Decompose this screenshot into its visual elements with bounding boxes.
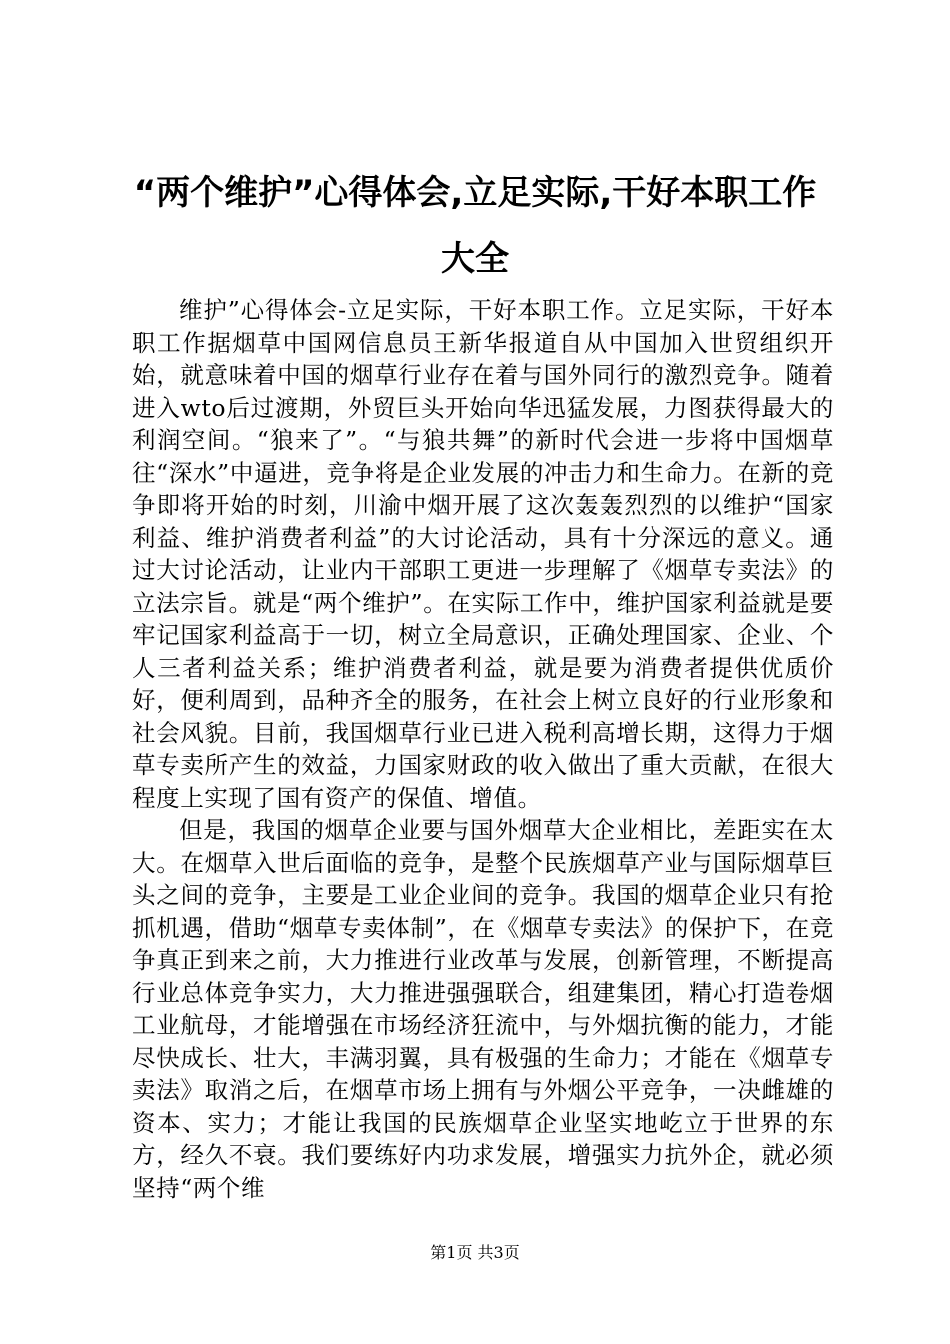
document-body (132, 294, 834, 1204)
body-paragraph-2: 但是，我国的烟草企业要与国外烟草大企业相比，差距实在太大。在烟草入世后面临的竞争，是整个民族烟草产业与国际烟草巨头之间的竞争，主要是工业企业间的竞争。我国的烟草企业只有抢抓机遇，借助“烟草专卖体制”，在《烟草专卖法》的保护下，在竞争真正到来之前，大力推进行业改革与发展，创新管理，不断提高行业总体竞争实力，大力推进强强联合，组建集团，精心打造卷烟工业航母，才能增强在市场经济狂流中，与外烟抗衡的能力，才能尽快成长、壮大，丰满羽翼，具有极强的生命力；才能在《烟草专卖法》取消之后，在烟草市场上拥有与外烟公平竞争，一决雌雄的资本、实力；才能让我国的民族烟草企业坚实地屹立于世界的东方，经久不衰。我们要练好内功求发展，增强实力抗外企，就必须坚持“两个维 (132, 816, 834, 1202)
body-paragraph-1: 维护”心得体会-立足实际，干好本职工作。立足实际，干好本职工作据烟草中国网信息员王新华报道自从中国加入世贸组织开始，就意味着中国的烟草行业存在着与国外同行的激烈竞争。随着进入wto后过渡期，外贸巨头开始向华迅猛发展，力图获得最大的利润空间。“狼来了”。“与狼共舞”的新时代会进一步将中国烟草往“深水”中逼进，竞争将是企业发展的冲击力和生命力。在新的竞争即将开始的时刻，川渝中烟开展了这次轰轰烈烈的以维护“国家利益、维护消费者利益”的大讨论活动，具有十分深远的意义。通过大讨论活动，让业内干部职工更进一步理解了《烟草专卖法》的立法宗旨。就是“两个维护”。在实际工作中，维护国家利益就是要牢记国家利益高于一切，树立全局意识，正确处理国家、企业、个人三者利益关系；维护消费者利益，就是要为消费者提供优质价好，便利周到，品种齐全的服务，在社会上树立良好的行业形象和社会风貌。目前，我国烟草行业已进入税利高增长期，这得力于烟草专卖所产生的效益，力国家财政的收入做出了重大贡献，在很大程度上实现了国有资产的保值、增值。 (132, 296, 834, 812)
page-footer: 第1页 共3页 (430, 1243, 520, 1262)
document-title: “两个维护”心得体会,立足实际,干好本职工作大全 (133, 173, 817, 279)
